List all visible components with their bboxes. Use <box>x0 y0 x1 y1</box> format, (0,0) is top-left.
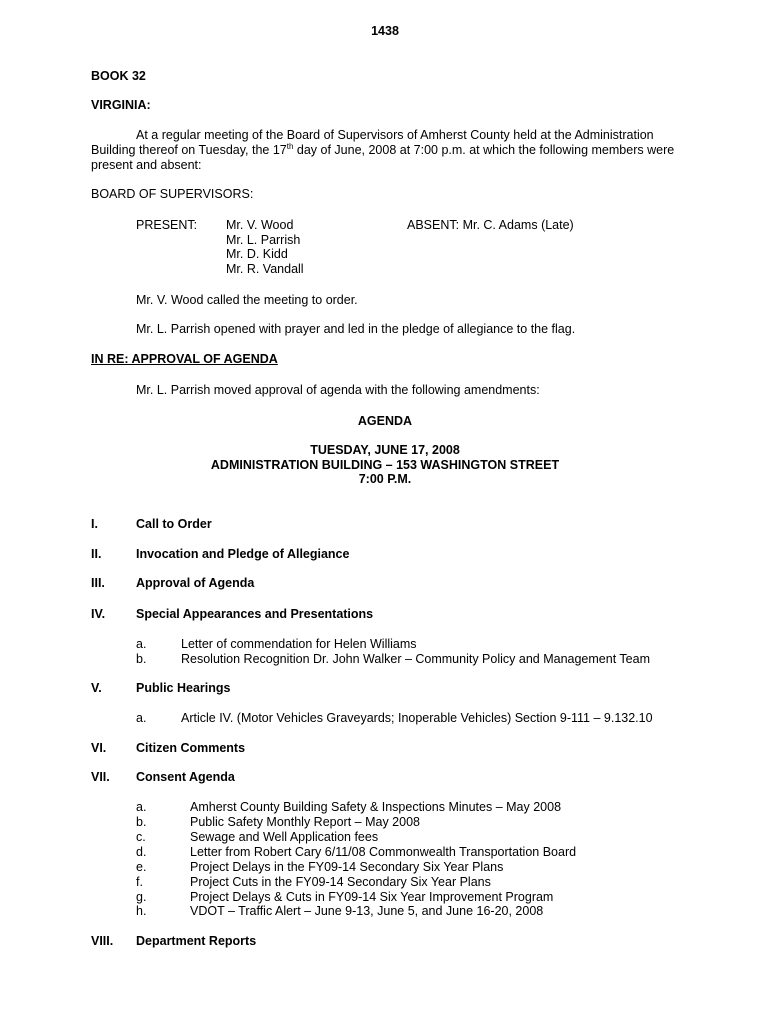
agenda-section-number: II. <box>91 547 102 561</box>
agenda-title: AGENDA <box>357 414 413 428</box>
agenda-item-letter: b. <box>136 652 147 666</box>
intro-line-3: present and absent: <box>91 158 202 172</box>
agenda-item-letter: f. <box>136 875 143 889</box>
agenda-section-title: Special Appearances and Presentations <box>136 607 374 621</box>
agenda-item-letter: e. <box>136 860 147 874</box>
agenda-item-text: Amherst County Building Safety & Inspections Minutes – May 2008 <box>190 800 562 814</box>
motion-text: Mr. L. Parrish moved approval of agenda with the following amendments: <box>136 383 540 397</box>
ordinal-suffix: th <box>286 141 294 151</box>
agenda-item-text: Project Delays & Cuts in FY09-14 Six Year Improvement Program <box>190 890 554 904</box>
prayer-note: Mr. L. Parrish opened with prayer and led in the pledge of allegiance to the flag. <box>136 322 576 336</box>
agenda-item-letter: g. <box>136 890 147 904</box>
present-member: Mr. V. Wood <box>226 218 294 232</box>
agenda-section-title: Invocation and Pledge of Allegiance <box>136 547 350 561</box>
agenda-item-text: Letter from Robert Cary 6/11/08 Commonwealth Transportation Board <box>190 845 577 859</box>
state-label: VIRGINIA: <box>91 98 151 112</box>
book-label: BOOK 32 <box>91 69 146 83</box>
agenda-item-letter: a. <box>136 800 147 814</box>
agenda-section-number: VI. <box>91 741 107 755</box>
present-label: PRESENT: <box>136 218 198 232</box>
agenda-item-letter: a. <box>136 711 147 725</box>
agenda-section-number: VII. <box>91 770 110 784</box>
agenda-section-title: Department Reports <box>136 934 257 948</box>
agenda-item-text: VDOT – Traffic Alert – June 9-13, June 5, and June 16-20, 2008 <box>190 904 544 918</box>
agenda-item-letter: a. <box>136 637 147 651</box>
agenda-item-letter: d. <box>136 845 147 859</box>
agenda-time: 7:00 P.M. <box>358 472 412 486</box>
agenda-section-title: Public Hearings <box>136 681 231 695</box>
agenda-item-text: Project Delays in the FY09-14 Secondary Six Year Plans <box>190 860 504 874</box>
agenda-section-number: V. <box>91 681 102 695</box>
agenda-section-title: Call to Order <box>136 517 212 531</box>
in-re-heading: IN RE: APPROVAL OF AGENDA <box>91 352 278 366</box>
agenda-item-text: Resolution Recognition Dr. John Walker – Community Policy and Management Team <box>181 652 650 666</box>
agenda-item-letter: c. <box>136 830 146 844</box>
agenda-item-text: Article IV. (Motor Vehicles Graveyards; Inoperable Vehicles) Section 9-111 – 9.132.10 <box>181 711 653 725</box>
agenda-item-text: Project Cuts in the FY09-14 Secondary Six Year Plans <box>190 875 491 889</box>
agenda-item-letter: h. <box>136 904 147 918</box>
page-number: 1438 <box>371 24 399 38</box>
present-member: Mr. D. Kidd <box>226 247 288 261</box>
agenda-section-number: I. <box>91 517 98 531</box>
intro-line-1: At a regular meeting of the Board of Supervisors of Amherst County held at the Administration <box>136 128 654 142</box>
agenda-section-title: Consent Agenda <box>136 770 235 784</box>
present-member: Mr. R. Vandall <box>226 262 304 276</box>
agenda-date: TUESDAY, JUNE 17, 2008 <box>310 443 460 457</box>
agenda-section-title: Citizen Comments <box>136 741 246 755</box>
agenda-section-number: VIII. <box>91 934 114 948</box>
agenda-location: ADMINISTRATION BUILDING – 153 WASHINGTON STREET <box>210 458 560 472</box>
present-member: Mr. L. Parrish <box>226 233 301 247</box>
absent-text: ABSENT: Mr. C. Adams (Late) <box>407 218 574 232</box>
agenda-section-number: IV. <box>91 607 106 621</box>
agenda-item-text: Letter of commendation for Helen Williams <box>181 637 417 651</box>
agenda-section-number: III. <box>91 576 105 590</box>
agenda-item-text: Sewage and Well Application fees <box>190 830 379 844</box>
agenda-item-letter: b. <box>136 815 147 829</box>
call-to-order-note: Mr. V. Wood called the meeting to order. <box>136 293 358 307</box>
agenda-item-text: Public Safety Monthly Report – May 2008 <box>190 815 420 829</box>
agenda-section-title: Approval of Agenda <box>136 576 255 590</box>
intro-line-2: Building thereof on Tuesday, the 17th day of June, 2008 at 7:00 p.m. at which the following members were <box>91 141 675 157</box>
board-heading: BOARD OF SUPERVISORS: <box>91 187 254 201</box>
